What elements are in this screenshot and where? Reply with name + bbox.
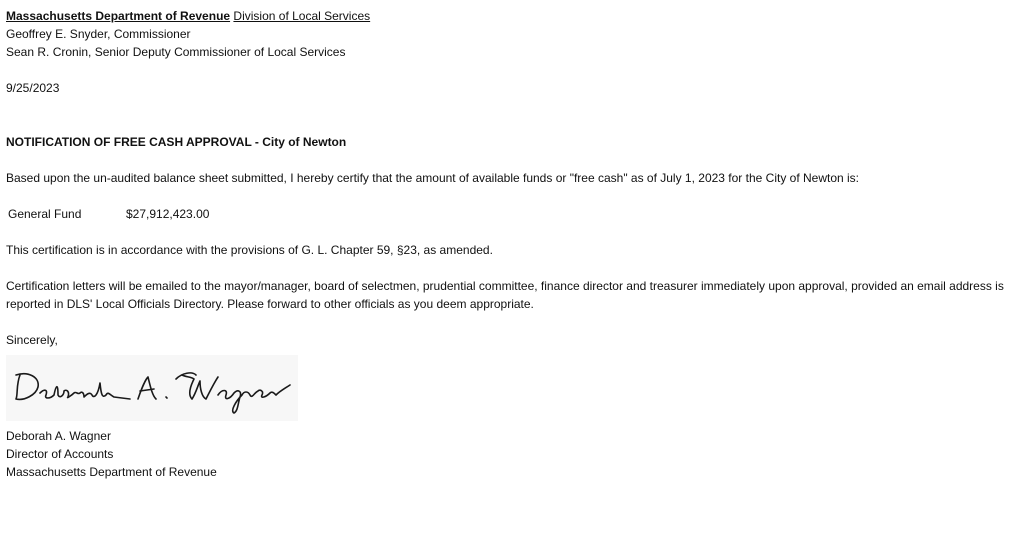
signer-name: Deborah A. Wagner <box>6 429 111 443</box>
signature-drawing <box>6 355 298 421</box>
certify-paragraph: Based upon the un-audited balance sheet submitted, I hereby certify that the amount of available funds or "free cash" as of July 1, 2023 for the City of Newton is: <box>6 171 860 185</box>
agency-name: Massachusetts Department of Revenue <box>6 9 231 23</box>
commissioner-line: Geoffrey E. Snyder, Commissioner <box>6 27 191 41</box>
signer-org: Massachusetts Department of Revenue <box>6 465 217 479</box>
notice-title: NOTIFICATION OF FREE CASH APPROVAL - City of Newton <box>6 135 347 149</box>
letter <box>6 7 1018 481</box>
signer-title: Director of Accounts <box>6 447 114 461</box>
emailed-paragraph: Certification letters will be emailed to the mayor/manager, board of selectmen, prudential committee, finance director and treasurer immediately upon approval, provided an email address is reported in DLS' Local Officials Directory. Please forward to other officials as you deem appropriate. <box>6 279 1004 311</box>
fund-label: General Fund <box>8 207 82 221</box>
accordance-paragraph: This certification is in accordance with the provisions of G. L. Chapter 59, §23, as amended. <box>6 243 493 257</box>
signature-image <box>6 355 298 421</box>
deputy-line: Sean R. Cronin, Senior Deputy Commissioner of Local Services <box>6 45 346 59</box>
closing: Sincerely, <box>6 333 58 347</box>
letter-date: 9/25/2023 <box>6 81 60 95</box>
fund-row <box>6 205 1018 223</box>
fund-amount: $27,912,423.00 <box>126 207 210 221</box>
letterhead-agency-line <box>6 7 1018 25</box>
division-name: Division of Local Services <box>233 9 371 23</box>
